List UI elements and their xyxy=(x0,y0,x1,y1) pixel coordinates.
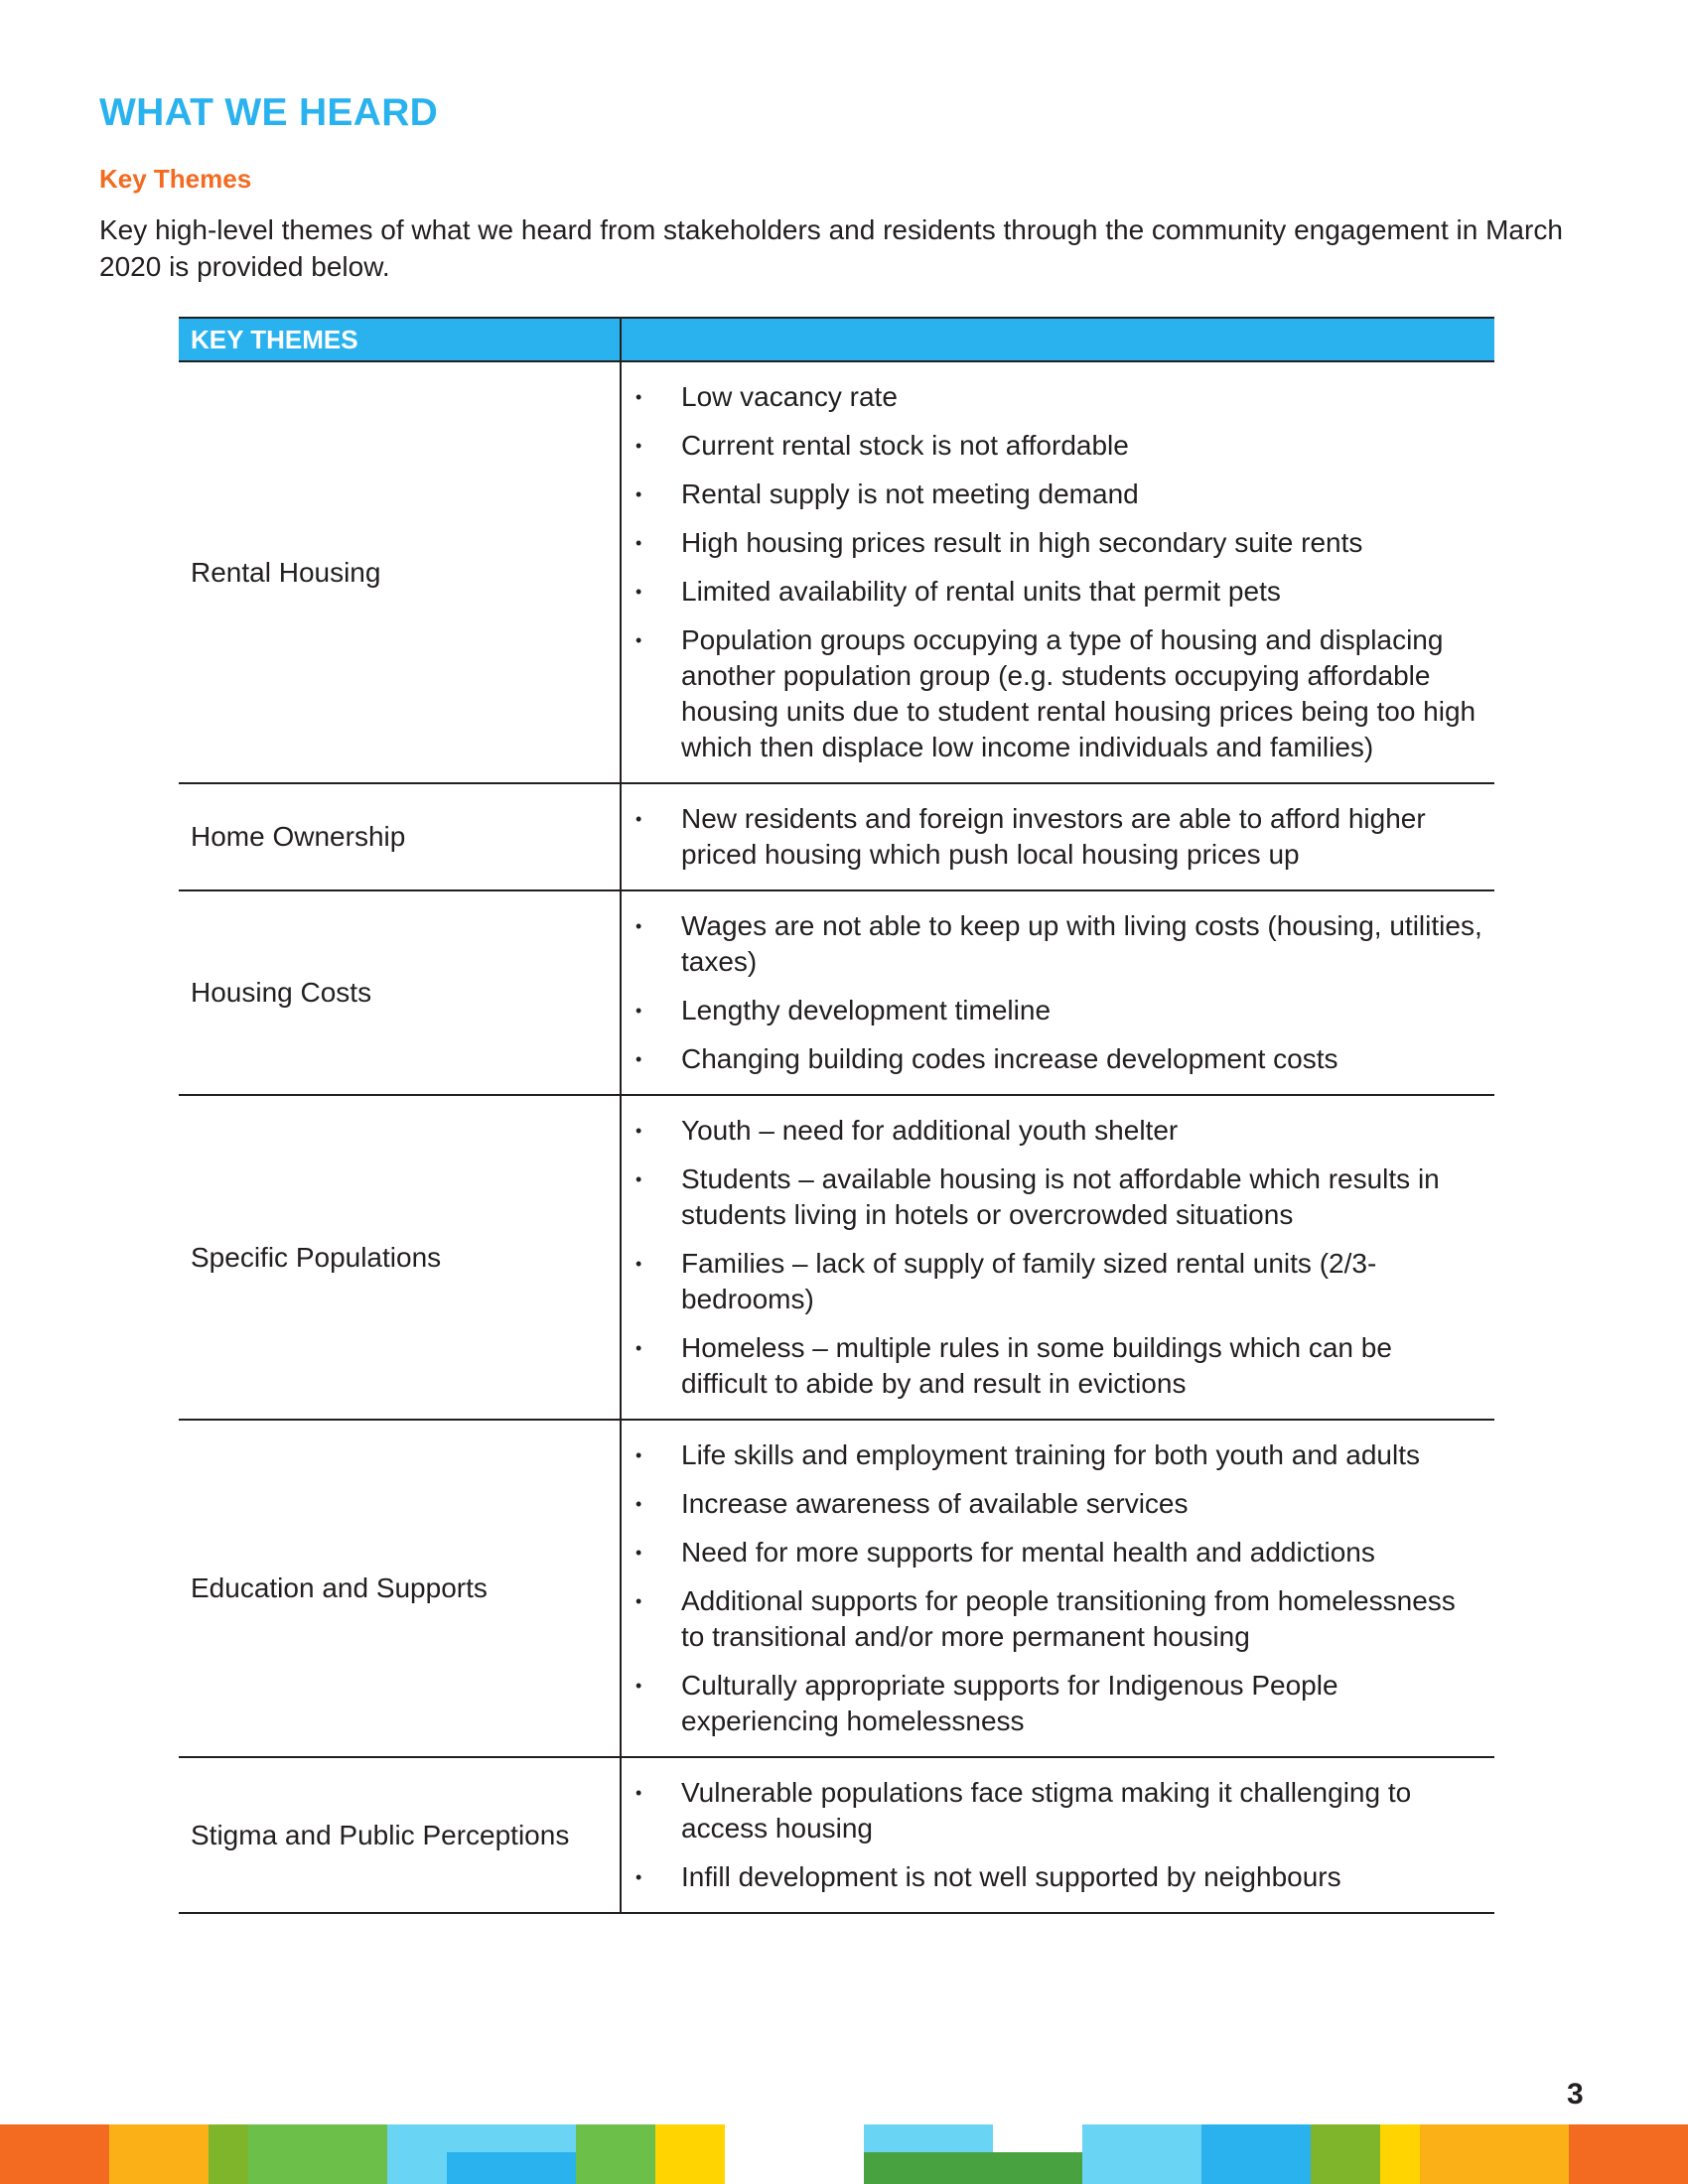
footer-block xyxy=(864,2152,1082,2184)
bullet-icon: • xyxy=(635,1867,642,1887)
bullet-icon: • xyxy=(635,1591,642,1611)
list-item xyxy=(622,1668,1482,1739)
page-number: 3 xyxy=(1567,2078,1584,2111)
point-text: Increase awareness of available services xyxy=(681,1488,1189,1519)
footer-block xyxy=(209,2124,248,2184)
point-text: Current rental stock is not affordable xyxy=(681,430,1129,461)
page-heading: WHAT WE HEARD xyxy=(99,91,439,134)
point-text: New residents and foreign investors are able to afford higher priced housing which push local housing prices up xyxy=(681,803,1426,870)
table-row xyxy=(179,361,1494,783)
bullet-icon: • xyxy=(635,1676,642,1696)
key-themes-table xyxy=(179,317,1494,1914)
theme-points-list xyxy=(622,801,1482,873)
theme-points-cell xyxy=(621,1420,1494,1757)
list-item xyxy=(622,1330,1482,1402)
theme-points-cell xyxy=(621,783,1494,890)
theme-name: Specific Populations xyxy=(179,1095,621,1420)
bullet-icon: • xyxy=(635,1254,642,1274)
point-text: Life skills and employment training for both youth and adults xyxy=(681,1439,1420,1470)
bullet-icon: • xyxy=(635,1445,642,1465)
bullet-icon: • xyxy=(635,436,642,456)
footer-block xyxy=(1380,2124,1420,2184)
list-item xyxy=(622,1041,1482,1077)
point-text: Changing building codes increase development costs xyxy=(681,1043,1338,1074)
intro-paragraph: Key high-level themes of what we heard from stakeholders and residents through the community engagement in March 2020 is provided below. xyxy=(99,214,1563,282)
footer-block xyxy=(0,2124,109,2184)
list-item xyxy=(622,525,1482,561)
bullet-icon: • xyxy=(635,1169,642,1189)
footer-block xyxy=(576,2124,655,2184)
theme-points-list xyxy=(622,908,1482,1077)
list-item xyxy=(622,1113,1482,1149)
bullet-icon: • xyxy=(635,916,642,936)
footer-block xyxy=(1201,2124,1311,2184)
bullet-icon: • xyxy=(635,630,642,650)
header-details xyxy=(621,318,1494,361)
theme-points-list xyxy=(622,1113,1482,1402)
point-text: Population groups occupying a type of housing and displacing another population group (e.g. students occupying affordable housing units due to student rental housing prices being too high which then displace low income individuals and families) xyxy=(681,624,1477,762)
theme-points-list xyxy=(622,1437,1482,1739)
list-item xyxy=(622,574,1482,610)
list-item xyxy=(622,908,1482,980)
table-row xyxy=(179,1420,1494,1757)
theme-points-cell xyxy=(621,361,1494,783)
point-text: Students – available housing is not affordable which results in students living in hotels or overcrowded situations xyxy=(681,1163,1440,1230)
bullet-icon: • xyxy=(635,1121,642,1141)
point-text: Infill development is not well supported by neighbours xyxy=(681,1861,1341,1892)
point-text: Rental supply is not meeting demand xyxy=(681,478,1139,509)
point-text: Vulnerable populations face stigma making it challenging to access housing xyxy=(681,1777,1412,1843)
point-text: Families – lack of supply of family sized rental units (2/3-bedrooms) xyxy=(681,1248,1377,1314)
theme-name: Stigma and Public Perceptions xyxy=(179,1757,621,1913)
point-text: Low vacancy rate xyxy=(681,381,898,412)
bullet-icon: • xyxy=(635,1543,642,1563)
point-text: Wages are not able to keep up with living costs (housing, utilities, taxes) xyxy=(681,910,1482,977)
point-text: Limited availability of rental units that permit pets xyxy=(681,576,1281,607)
footer-block xyxy=(1420,2124,1569,2184)
point-text: High housing prices result in high secondary suite rents xyxy=(681,527,1363,558)
bullet-icon: • xyxy=(635,1049,642,1069)
theme-points-cell xyxy=(621,1095,1494,1420)
list-item xyxy=(622,1437,1482,1473)
list-item xyxy=(622,801,1482,873)
point-text: Culturally appropriate supports for Indigenous People experiencing homelessness xyxy=(681,1670,1338,1736)
theme-points-list xyxy=(622,379,1482,765)
point-text: Additional supports for people transitioning from homelessness to transitional and/or more permanent housing xyxy=(681,1585,1456,1652)
table-row xyxy=(179,783,1494,890)
list-item xyxy=(622,1535,1482,1570)
point-text: Homeless – multiple rules in some buildings which can be difficult to abide by and result in evictions xyxy=(681,1332,1392,1399)
theme-points-list xyxy=(622,1775,1482,1895)
point-text: Youth – need for additional youth shelter xyxy=(681,1115,1179,1146)
footer-block xyxy=(1569,2124,1688,2184)
section-subheading: Key Themes xyxy=(99,164,252,194)
bullet-icon: • xyxy=(635,1338,642,1358)
footer-block xyxy=(387,2124,447,2184)
theme-name: Home Ownership xyxy=(179,783,621,890)
list-item xyxy=(622,1246,1482,1317)
theme-name: Housing Costs xyxy=(179,890,621,1095)
list-item xyxy=(622,1161,1482,1233)
header-key-themes: KEY THEMES xyxy=(179,318,621,361)
list-item xyxy=(622,428,1482,464)
bullet-icon: • xyxy=(635,809,642,829)
theme-name: Rental Housing xyxy=(179,361,621,783)
bullet-icon: • xyxy=(635,582,642,602)
theme-name: Education and Supports xyxy=(179,1420,621,1757)
point-text: Need for more supports for mental health and addictions xyxy=(681,1537,1375,1568)
table-row xyxy=(179,890,1494,1095)
table-row xyxy=(179,1095,1494,1420)
footer-block xyxy=(248,2124,387,2184)
list-item xyxy=(622,477,1482,512)
footer-block xyxy=(109,2124,209,2184)
bullet-icon: • xyxy=(635,1001,642,1021)
bullet-icon: • xyxy=(635,1494,642,1514)
list-item xyxy=(622,379,1482,415)
theme-points-cell xyxy=(621,1757,1494,1913)
table-body xyxy=(179,361,1494,1913)
footer-block xyxy=(725,2124,864,2184)
footer-block xyxy=(1311,2124,1380,2184)
table-row xyxy=(179,1757,1494,1913)
list-item xyxy=(622,1583,1482,1655)
list-item xyxy=(622,1859,1482,1895)
footer-block xyxy=(447,2124,576,2152)
point-text: Lengthy development timeline xyxy=(681,995,1052,1025)
footer-color-bar xyxy=(0,2124,1688,2184)
footer-block xyxy=(1082,2124,1201,2184)
bullet-icon: • xyxy=(635,387,642,407)
list-item xyxy=(622,1775,1482,1846)
table-header-row xyxy=(179,318,1494,361)
list-item xyxy=(622,1486,1482,1522)
bullet-icon: • xyxy=(635,1783,642,1803)
list-item xyxy=(622,622,1482,765)
bullet-icon: • xyxy=(635,484,642,504)
footer-block xyxy=(655,2124,725,2184)
bullet-icon: • xyxy=(635,533,642,553)
list-item xyxy=(622,993,1482,1028)
footer-block xyxy=(447,2152,576,2184)
theme-points-cell xyxy=(621,890,1494,1095)
